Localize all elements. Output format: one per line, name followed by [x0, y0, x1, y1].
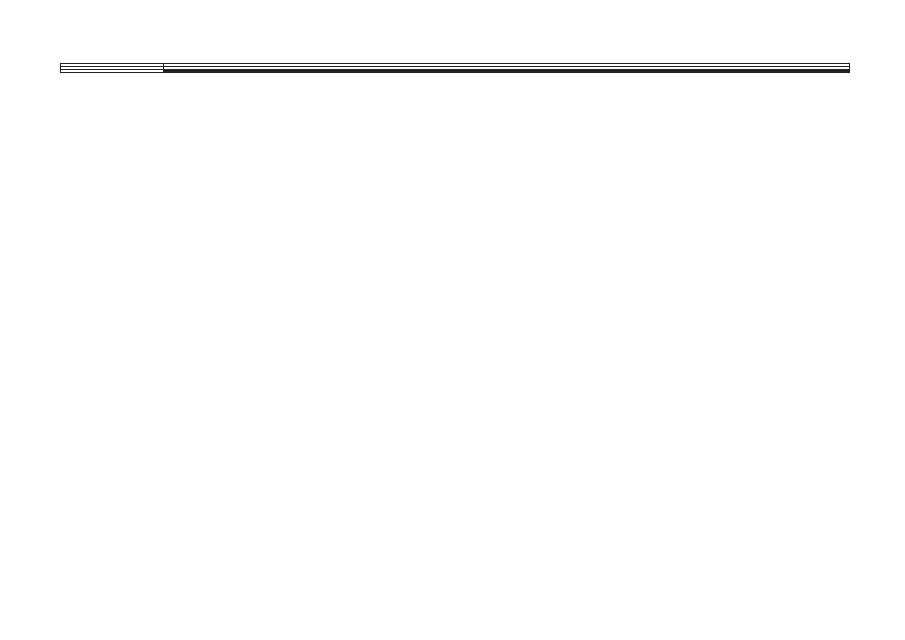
indicators-label	[61, 70, 164, 73]
header-planned	[517, 71, 849, 72]
program-passport-table	[60, 63, 850, 73]
indicators-cell	[164, 70, 850, 73]
header-num	[165, 71, 187, 72]
indicators-table	[164, 70, 849, 72]
header-unit	[463, 71, 517, 72]
header-name	[187, 71, 463, 72]
indicators-row	[61, 70, 850, 73]
